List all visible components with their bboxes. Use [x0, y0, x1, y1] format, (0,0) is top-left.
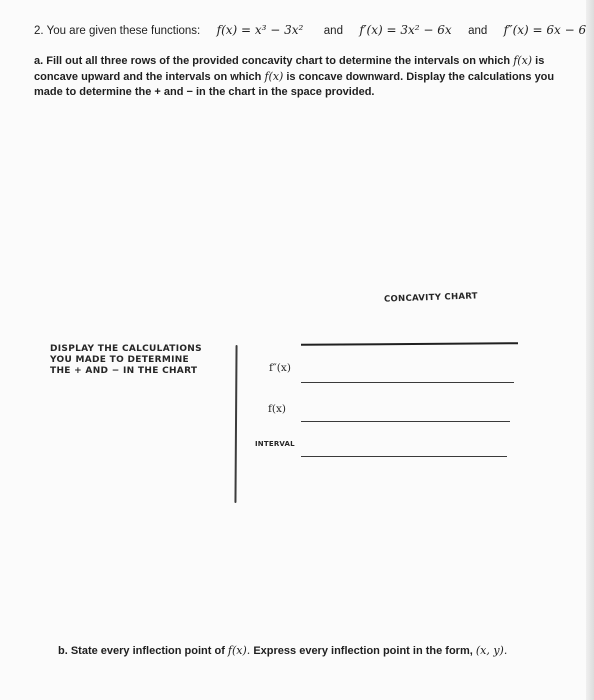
page-edge [586, 0, 594, 700]
row-label-interval: INTERVAL [255, 440, 295, 448]
divider-line [234, 345, 237, 503]
concavity-chart-title: CONCAVITY CHART [383, 291, 479, 305]
part-a-mid-1: is concave upward and the intervals on which [34, 55, 545, 83]
note-line-3: THE + AND − IN THE CHART [50, 366, 198, 376]
part-b-form: (x, y). [475, 644, 508, 657]
question-2 [34, 22, 587, 39]
and-text-1: and [323, 25, 343, 37]
part-a-fx-1: f(x) [513, 54, 533, 67]
calculations-note [50, 344, 202, 377]
note-line-2: YOU MADE TO DETERMINE [50, 355, 190, 365]
row-label-f-double-prime: f″(x) [269, 362, 291, 374]
chart-line-interval [301, 456, 507, 457]
part-b-prefix: b. State every inflection point of [58, 645, 225, 657]
function-f: f(x) = x³ − 3x² [216, 23, 304, 37]
question-intro: 2. You are given these functions: [34, 25, 201, 37]
row-label-f: f(x) [268, 403, 287, 415]
function-f-prime: f′(x) = 3x² − 6x [359, 23, 452, 37]
chart-line-f [301, 421, 510, 422]
part-b-mid: Express every inflection point in the form, [253, 645, 473, 657]
chart-line-fpp [301, 382, 514, 383]
function-f-double-prime: f″(x) = 6x − 6 [503, 23, 587, 37]
part-b-instructions [58, 643, 578, 659]
and-text-2: and [468, 25, 488, 37]
chart-line-top [301, 342, 518, 346]
note-line-1: DISPLAY THE CALCULATIONS [50, 344, 202, 354]
part-a-instructions [34, 53, 574, 100]
part-b-fx: f(x). [227, 644, 251, 657]
part-a-prefix: a. Fill out all three rows of the provided concavity chart to determine the intervals on which [34, 55, 511, 67]
part-a-fx-2: f(x) [264, 70, 284, 83]
part-a-mid-2: is concave downward. Display the calculations you made to determine the + and − in the chart in the space provided. [34, 71, 555, 98]
